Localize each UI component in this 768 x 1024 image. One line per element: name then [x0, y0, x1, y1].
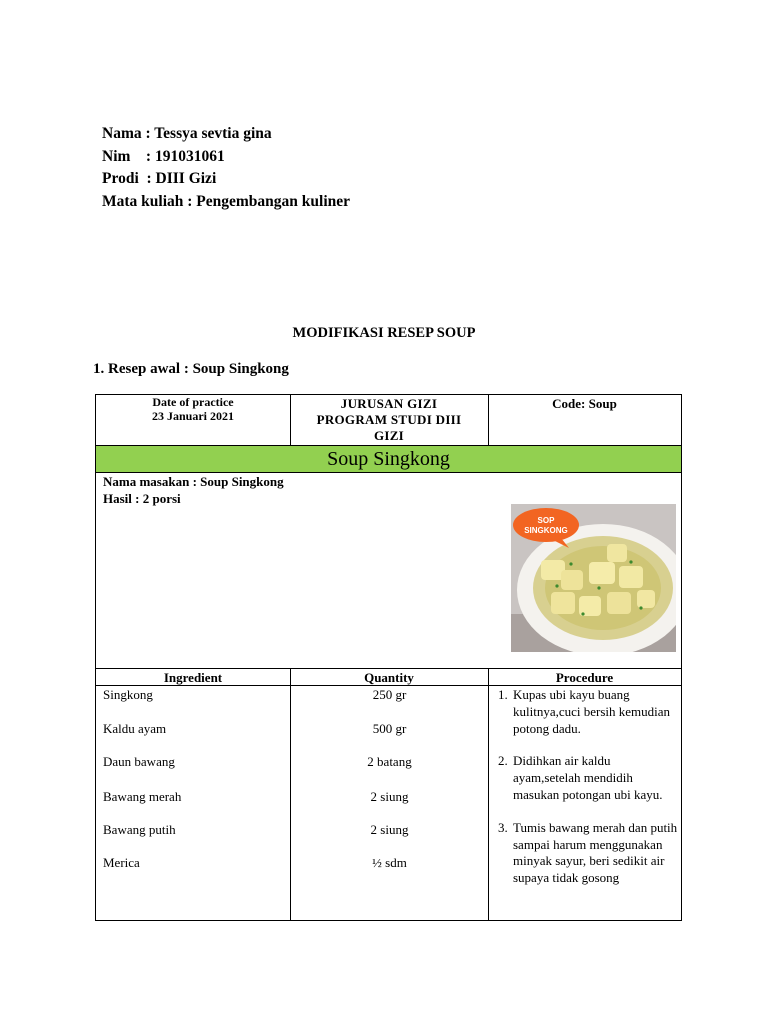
- ingredient-name: Singkong: [103, 687, 153, 702]
- ingredient-name: Daun bawang: [103, 754, 175, 769]
- department-line-3: GIZI: [373, 428, 405, 443]
- quantity-header: Quantity: [364, 670, 414, 685]
- ingredient-name: Bawang merah: [103, 789, 182, 804]
- procedure-step: 2. Didihkan air kaldu ayam,setelah mendidih masukan potongan ubi kayu.: [511, 753, 681, 803]
- document-title: MODIFIKASI RESEP SOUP: [292, 325, 476, 341]
- procedure-header: Procedure: [555, 670, 614, 685]
- soup-photo: [511, 504, 676, 652]
- header-divider-1: [290, 395, 291, 446]
- ingredient-name: Bawang putih: [103, 822, 176, 837]
- student-prodi: Prodi : DIII Gizi: [102, 170, 217, 187]
- ingredient-name: Merica: [103, 855, 140, 870]
- procedure-list: [491, 687, 681, 903]
- yield: Hasil : 2 porsi: [103, 491, 181, 506]
- section-title: 1. Resep awal : Soup Singkong: [93, 361, 289, 377]
- ingredient-quantity: 2 siung: [370, 789, 409, 804]
- ingredient-name: Kaldu ayam: [103, 721, 167, 736]
- column-header-bottom-line: [96, 685, 681, 686]
- header-divider-2: [488, 395, 489, 446]
- recipe-code: Code: Soup: [552, 396, 617, 411]
- photo-label-line-1: SOP: [537, 516, 555, 525]
- student-name: Nama : Tessya sevtia gina: [102, 125, 272, 142]
- recipe-title-band: Soup Singkong: [96, 446, 681, 472]
- procedure-step: 1. Kupas ubi kayu buang kulitnya,cuci bersih kemudian potong dadu.: [511, 687, 681, 737]
- ingredient-quantity: 250 gr: [372, 687, 407, 702]
- dish-name: Nama masakan : Soup Singkong: [103, 474, 284, 489]
- meta-bottom-line: [96, 668, 681, 669]
- date-label: Date of practice: [152, 395, 234, 409]
- procedure-step: 3. Tumis bawang merah dan putih sampai harum menggunakan minyak sayur, beri sedikit air supaya tidak gosong: [511, 820, 681, 887]
- ingredient-quantity: 2 siung: [370, 822, 409, 837]
- ingredient-quantity: ½ sdm: [372, 855, 407, 870]
- student-info: [102, 123, 350, 213]
- department-line-1: JURUSAN GIZI: [340, 396, 438, 411]
- photo-label-line-2: SINGKONG: [524, 526, 568, 535]
- code-cell: [488, 397, 681, 411]
- soup-photo-graphic: [511, 504, 676, 652]
- recipe-meta: [103, 473, 284, 507]
- date-value: 23 Januari 2021: [151, 408, 234, 423]
- ingredient-quantity: 500 gr: [372, 721, 407, 736]
- body-divider-1: [290, 668, 291, 920]
- ingredient-quantity: 2 batang: [367, 754, 412, 769]
- department-line-2: PROGRAM STUDI DIII: [316, 412, 462, 427]
- recipe-table: [95, 394, 682, 921]
- department-cell: [290, 396, 488, 444]
- student-nim: Nim : 191031061: [102, 147, 225, 165]
- date-cell: [96, 396, 290, 423]
- body-divider-2: [488, 668, 489, 920]
- ingredient-header: Ingredient: [163, 670, 223, 685]
- student-course: Mata kuliah : Pengembangan kuliner: [102, 192, 351, 210]
